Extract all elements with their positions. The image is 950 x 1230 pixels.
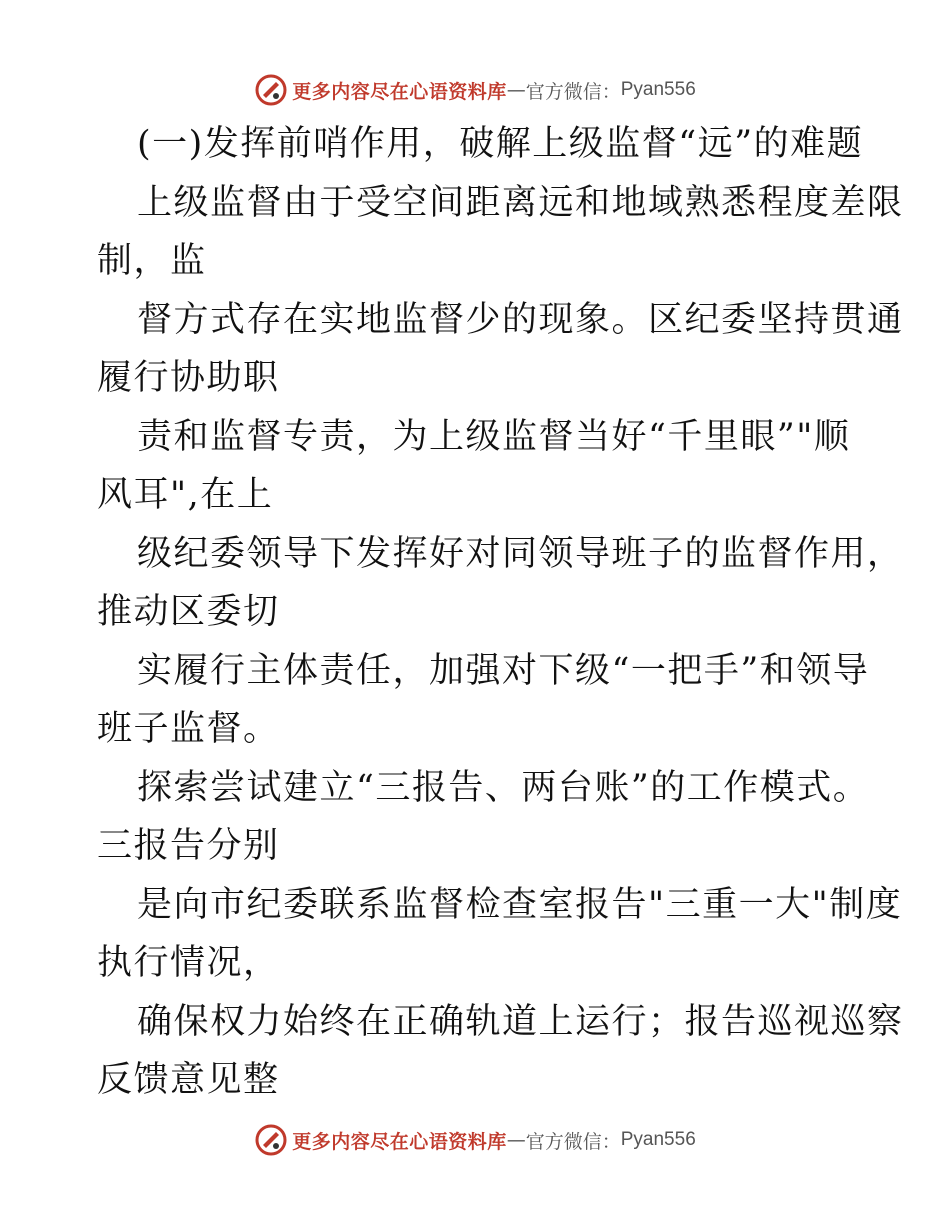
logo-icon bbox=[254, 1123, 288, 1157]
logo-icon bbox=[254, 73, 288, 107]
paragraph bbox=[97, 408, 853, 525]
paragraph bbox=[97, 174, 904, 291]
paragraph-line: 三报告分别 bbox=[97, 826, 280, 866]
paragraph-line: 上级监督由于受空间距离远和地域熟悉程度差限 bbox=[137, 182, 904, 223]
watermark-wechat-label: 官方微信： bbox=[525, 1130, 621, 1153]
paragraph bbox=[97, 759, 870, 876]
paragraph-line: 执行情况， bbox=[97, 943, 280, 983]
paragraph bbox=[97, 876, 903, 993]
watermark-header bbox=[0, 72, 950, 108]
watermark-site-text: 更多内容尽在心语资料库 bbox=[292, 1130, 507, 1153]
watermark-wechat-id: Pyan556 bbox=[620, 1129, 696, 1150]
paragraph bbox=[97, 291, 904, 408]
document-body bbox=[97, 115, 904, 1110]
paragraph bbox=[97, 115, 864, 174]
paragraph-line: 班子监督。 bbox=[97, 709, 280, 749]
paragraph bbox=[97, 642, 870, 759]
watermark-separator: — bbox=[506, 1129, 526, 1151]
paragraph-line: 督方式存在实地监督少的现象。区纪委坚持贯通 bbox=[137, 299, 904, 340]
watermark-wechat-label: 官方微信： bbox=[525, 80, 621, 103]
paragraph-line: 制，监 bbox=[97, 241, 207, 281]
watermark-separator: — bbox=[506, 79, 526, 101]
paragraph bbox=[97, 993, 904, 1110]
paragraph-line: 探索尝试建立“三报告、两台账”的工作模式。 bbox=[137, 767, 870, 808]
paragraph-line: 级纪委领导下发挥好对同领导班子的监督作用， bbox=[137, 533, 904, 574]
paragraph-line: (一)发挥前哨作用，破解上级监督“远”的难题 bbox=[137, 124, 864, 164]
watermark-site-text: 更多内容尽在心语资料库 bbox=[292, 80, 507, 103]
watermark-wechat-id: Pyan556 bbox=[620, 79, 696, 100]
paragraph-line: 责和监督专责，为上级监督当好“千里眼”"顺 bbox=[137, 416, 851, 457]
paragraph-line: 确保权力始终在正确轨道上运行；报告巡视巡察 bbox=[137, 1001, 904, 1042]
paragraph bbox=[97, 525, 904, 642]
paragraph-line: 反馈意见整 bbox=[97, 1060, 280, 1100]
paragraph-line: 风耳",在上 bbox=[97, 475, 274, 515]
paragraph-line: 实履行主体责任，加强对下级“一把手”和领导 bbox=[137, 650, 870, 691]
paragraph-line: 是向市纪委联系监督检查室报告"三重一大"制度 bbox=[137, 884, 903, 925]
watermark-footer bbox=[0, 1122, 950, 1158]
paragraph-line: 推动区委切 bbox=[97, 592, 280, 632]
paragraph-line: 履行协助职 bbox=[97, 358, 280, 398]
